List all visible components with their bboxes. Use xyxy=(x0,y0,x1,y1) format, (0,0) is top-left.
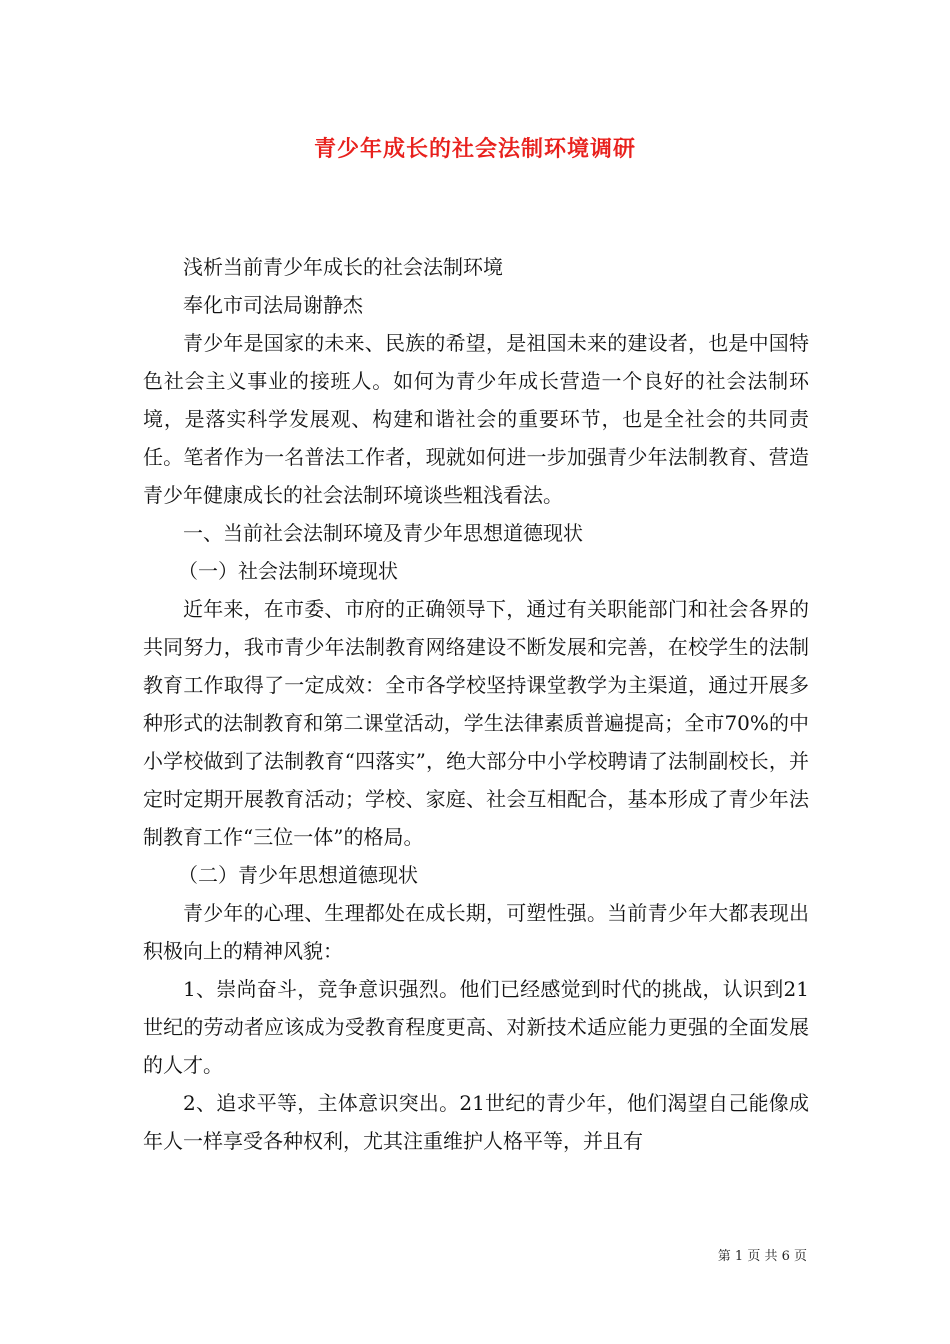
subsection-heading-1: （一）社会法制环境现状 xyxy=(178,559,398,583)
subtitle: 浅析当前青少年成长的社会法制环境 xyxy=(183,255,503,279)
section-heading-1: 一、当前社会法制环境及青少年思想道德现状 xyxy=(183,521,583,545)
subsection-heading-2: （二）青少年思想道德现状 xyxy=(178,863,418,887)
author-line: 奉化市司法局谢静杰 xyxy=(183,293,363,317)
list-item-1: 1、崇尚奋斗，竞争意识强烈。他们已经感觉到时代的挑战，认识到21世纪的劳动者应该成为受教育程度更高、对新技术适应能力更强的全面发展的人才。 xyxy=(143,977,809,1077)
paragraph-youth-status: 青少年的心理、生理都处在成长期，可塑性强。当前青少年大都表现出积极向上的精神风貌： xyxy=(143,901,809,963)
document-body xyxy=(143,248,809,1160)
page-footer: 第 1 页 共 6 页 xyxy=(717,1249,807,1264)
paragraph-legal-environment: 近年来，在市委、市府的正确领导下，通过有关职能部门和社会各界的共同努力，我市青少年法制教育网络建设不断发展和完善，在校学生的法制教育工作取得了一定成效：全市各学校坚持课堂教学为主渠道，通过开展多种形式的法制教育和第二课堂活动，学生法律素质普遍提高；全市70%的中小学校做到了法制教育“四落实”，绝大部分中小学校聘请了法制副校长，并定时定期开展教育活动；学校、家庭、社会互相配合，基本形成了青少年法制教育工作“三位一体”的格局。 xyxy=(143,597,809,849)
document-title: 青少年成长的社会法制环境调研 xyxy=(313,136,636,162)
list-item-2: 2、追求平等，主体意识突出。21世纪的青少年，他们渴望自己能像成年人一样享受各种权利，尤其注重维护人格平等，并且有 xyxy=(143,1091,809,1153)
paragraph-intro: 青少年是国家的未来、民族的希望，是祖国未来的建设者，也是中国特色社会主义事业的接班人。如何为青少年成长营造一个良好的社会法制环境，是落实科学发展观、构建和谐社会的重要环节，也是全社会的共同责任。笔者作为一名普法工作者，现就如何进一步加强青少年法制教育、营造青少年健康成长的社会法制环境谈些粗浅看法。 xyxy=(143,331,809,507)
